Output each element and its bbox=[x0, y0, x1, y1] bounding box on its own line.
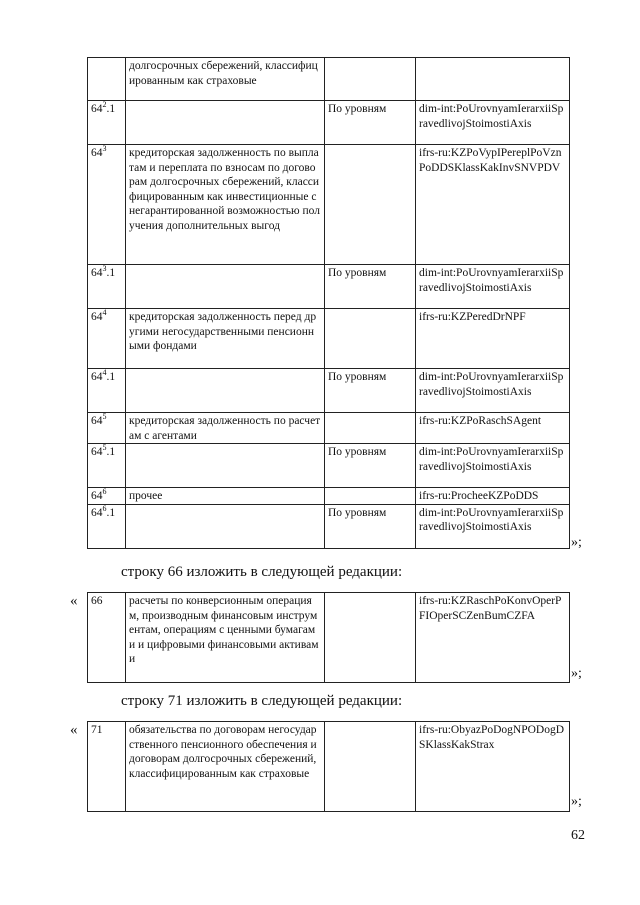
row-number bbox=[88, 265, 126, 309]
row-level bbox=[325, 145, 416, 265]
row-number-superscript: 5 bbox=[102, 412, 107, 422]
row-code: dim-int:PoUrovnyamIerarxiiSpravedlivojStoimostiAxis bbox=[416, 504, 570, 548]
row-number-superscript: 3 bbox=[102, 264, 107, 274]
row-code: ifrs-ru:KZPoRaschSAgent bbox=[416, 413, 570, 444]
row-description bbox=[126, 265, 325, 309]
row-description bbox=[126, 444, 325, 488]
opening-quote-2: « bbox=[70, 593, 78, 609]
row-description bbox=[126, 369, 325, 413]
row-71-table bbox=[87, 721, 570, 812]
row-level: По уровням bbox=[325, 265, 416, 309]
row-number-suffix: .1 bbox=[106, 267, 116, 279]
section-heading-row-66: строку 66 изложить в следующей редакции: bbox=[121, 564, 403, 580]
row-level bbox=[325, 593, 416, 683]
table-row bbox=[88, 309, 570, 369]
row-level: По уровням bbox=[325, 101, 416, 145]
row-level bbox=[325, 722, 416, 812]
row-number-superscript: 2 bbox=[102, 100, 107, 110]
row-description: кредиторская задолженность по расчетам с агентами bbox=[126, 413, 325, 444]
row-number bbox=[88, 488, 126, 505]
row-description: долгосрочных сбережений, классифицированным как страховые bbox=[126, 58, 325, 101]
row-number-base: 64 bbox=[91, 446, 103, 458]
row-number-suffix: .1 bbox=[106, 103, 116, 115]
row-code: dim-int:PoUrovnyamIerarxiiSpravedlivojStoimostiAxis bbox=[416, 265, 570, 309]
row-number-suffix: .1 bbox=[106, 371, 116, 383]
row-number bbox=[88, 145, 126, 265]
row-level: По уровням bbox=[325, 504, 416, 548]
row-description bbox=[126, 101, 325, 145]
table-row bbox=[88, 488, 570, 505]
table-row bbox=[88, 413, 570, 444]
row-number-base: 64 bbox=[91, 415, 103, 427]
table-row bbox=[88, 369, 570, 413]
row-number bbox=[88, 369, 126, 413]
table-row bbox=[88, 145, 570, 265]
row-description: обязательства по договорам негосударственного пенсионного обеспечения и договорам долгосрочных сбережений, классифицированным как страховые bbox=[126, 722, 325, 812]
row-number-superscript: 5 bbox=[102, 443, 107, 453]
row-code: dim-int:PoUrovnyamIerarxiiSpravedlivojStoimostiAxis bbox=[416, 444, 570, 488]
closing-quote-1: »; bbox=[571, 535, 582, 550]
row-number-superscript: 3 bbox=[102, 144, 107, 154]
table-row bbox=[88, 504, 570, 548]
row-number: 66 bbox=[88, 593, 126, 683]
row-code: dim-int:PoUrovnyamIerarxiiSpravedlivojStoimostiAxis bbox=[416, 101, 570, 145]
row-level bbox=[325, 413, 416, 444]
row-code: ifrs-ru:ProcheeKZPoDDS bbox=[416, 488, 570, 505]
row-description: кредиторская задолженность по выплатам и переплата по взносам по договорам долгосрочных сбережений, классифицированным как инвестиционные с негарантированной возможностью получения дополнительных выгод bbox=[126, 145, 325, 265]
table-row bbox=[88, 722, 570, 812]
page-number: 62 bbox=[571, 828, 585, 843]
row-description bbox=[126, 504, 325, 548]
row-number bbox=[88, 101, 126, 145]
row-description: расчеты по конверсионным операциям, производным финансовым инструментам, операциям с ценными бумагами и цифровыми финансовыми активами bbox=[126, 593, 325, 683]
row-number-base: 64 bbox=[91, 506, 103, 519]
row-level bbox=[325, 488, 416, 505]
row-number-suffix: .1 bbox=[106, 446, 116, 458]
opening-quote-3: « bbox=[70, 722, 78, 738]
table-body bbox=[88, 58, 570, 549]
row-number-base: 64 bbox=[91, 147, 103, 159]
row-number bbox=[88, 58, 126, 101]
row-code: ifrs-ru:KZPoVypIPereplPoVznPoDDSKlassKakInvSNVPDV bbox=[416, 145, 570, 265]
row-number-suffix: .1 bbox=[106, 506, 116, 519]
row-number-base: 64 bbox=[91, 490, 103, 502]
row-level: По уровням bbox=[325, 444, 416, 488]
row-number-superscript: 6 bbox=[102, 504, 107, 513]
row-number bbox=[88, 504, 126, 548]
row-code bbox=[416, 58, 570, 101]
table-row bbox=[88, 101, 570, 145]
row-description: кредиторская задолженность перед другими негосударственными пенсионными фондами bbox=[126, 309, 325, 369]
row-number-base: 64 bbox=[91, 311, 103, 323]
section-heading-row-71: строку 71 изложить в следующей редакции: bbox=[121, 693, 403, 709]
table-row bbox=[88, 444, 570, 488]
row-number-base: 64 bbox=[91, 103, 103, 115]
row-number bbox=[88, 413, 126, 444]
row-code: ifrs-ru:KZRaschPoKonvOperPFIOperSCZenBumCZFA bbox=[416, 593, 570, 683]
row-level bbox=[325, 309, 416, 369]
row-number-superscript: 4 bbox=[102, 368, 107, 378]
row-number-base: 64 bbox=[91, 371, 103, 383]
row-code: ifrs-ru:ObyazPoDogNPODogDSKlassKakStrax bbox=[416, 722, 570, 812]
closing-quote-3: »; bbox=[571, 794, 582, 809]
row-66-table bbox=[87, 592, 570, 683]
row-number bbox=[88, 444, 126, 488]
table-row bbox=[88, 58, 570, 101]
row-code: ifrs-ru:KZPeredDrNPF bbox=[416, 309, 570, 369]
closing-quote-2: »; bbox=[571, 666, 582, 681]
row-number-superscript: 4 bbox=[102, 308, 107, 318]
row-level: По уровням bbox=[325, 369, 416, 413]
table-row bbox=[88, 593, 570, 683]
row-number-base: 64 bbox=[91, 267, 103, 279]
row-number: 71 bbox=[88, 722, 126, 812]
table-row bbox=[88, 265, 570, 309]
row-code: dim-int:PoUrovnyamIerarxiiSpravedlivojStoimostiAxis bbox=[416, 369, 570, 413]
reporting-table-continuation bbox=[87, 57, 570, 549]
row-description: прочее bbox=[126, 488, 325, 505]
row-number bbox=[88, 309, 126, 369]
row-level bbox=[325, 58, 416, 101]
row-number-superscript: 6 bbox=[102, 487, 107, 497]
